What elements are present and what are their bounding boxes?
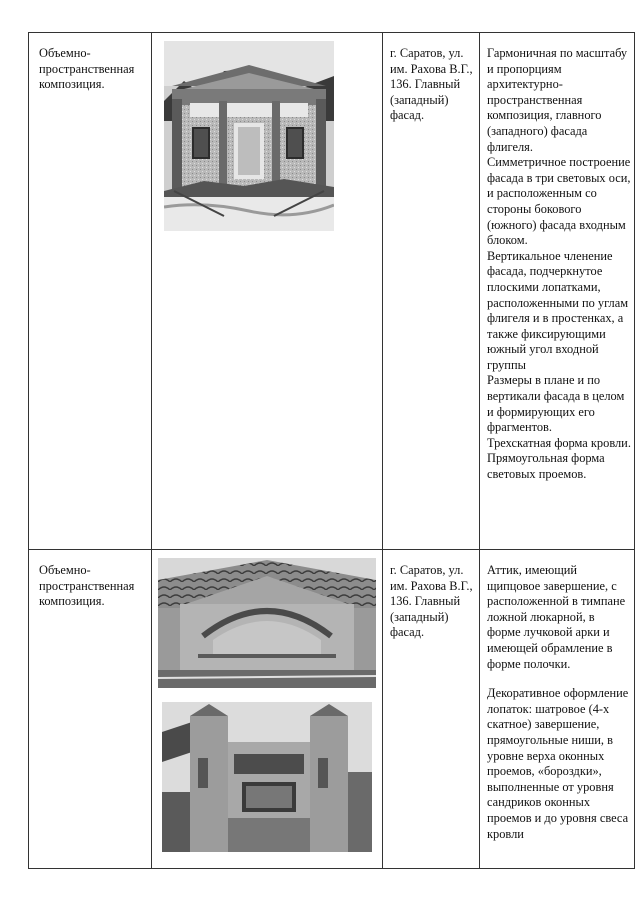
address-text: г. Саратов, ул. им. Рахова В.Г., 136. Главный (западный) фасад.: [390, 46, 473, 123]
description-paragraph: Гармоничная по масштабу и пропорциям архитектурно-пространственная композиция, главного (западного) фасада флигеля.: [487, 46, 628, 154]
description-paragraph: Вертикальное членение фасада, подчеркнутое плоскими лопатками, расположенными по углам флигеля и в простенках, а также фиксирующими южный угол входной группы: [487, 248, 629, 372]
description-table: [28, 32, 635, 869]
photo-cell: [152, 33, 383, 550]
address-text: г. Саратов, ул. им. Рахова В.Г., 136. Главный (западный) фасад.: [390, 563, 473, 640]
description-paragraph: Симметричное построение фасада в три световых оси, и расположенным со стороны бокового (южного) фасада входным блоком.: [487, 155, 631, 248]
type-cell: [29, 33, 152, 550]
facade-photo: [164, 41, 334, 231]
pilaster-photo: [162, 702, 372, 852]
type-label: Объемно-пространственная композиция.: [39, 563, 135, 609]
address-cell: [383, 33, 480, 550]
photo-cell: [152, 550, 383, 869]
description-paragraph: Прямоугольная форма световых проемов.: [487, 451, 605, 482]
description-cell: [480, 550, 635, 869]
type-label: Объемно-пространственная композиция.: [39, 46, 135, 92]
attic-photo: [158, 558, 376, 688]
description-paragraph: Аттик, имеющий щипцовое завершение, с расположенной в тимпане ложной люкарной, в форме лучковой арки и имеющей обрамление в форме полочки.: [487, 563, 626, 671]
description-paragraph: Декоративное оформление лопаток: шатровое (4-х скатное) завершение, прямоугольные ниши, в уровне верха оконных проемов, «бороздки», выполненные от уровня сандриков оконных проемов и до уровня свеса кровли: [487, 686, 629, 841]
table-row: [29, 550, 635, 869]
table-row: [29, 33, 635, 550]
paragraph-spacer: [487, 672, 631, 686]
description-text: [480, 33, 634, 483]
type-cell: [29, 550, 152, 869]
description-cell: [480, 33, 635, 550]
description-text: [480, 550, 634, 842]
description-paragraph: Трехскатная форма кровли.: [487, 435, 631, 450]
description-paragraph: Размеры в плане и по вертикали фасада в целом и формирующих его фрагментов.: [487, 373, 625, 435]
address-cell: [383, 550, 480, 869]
